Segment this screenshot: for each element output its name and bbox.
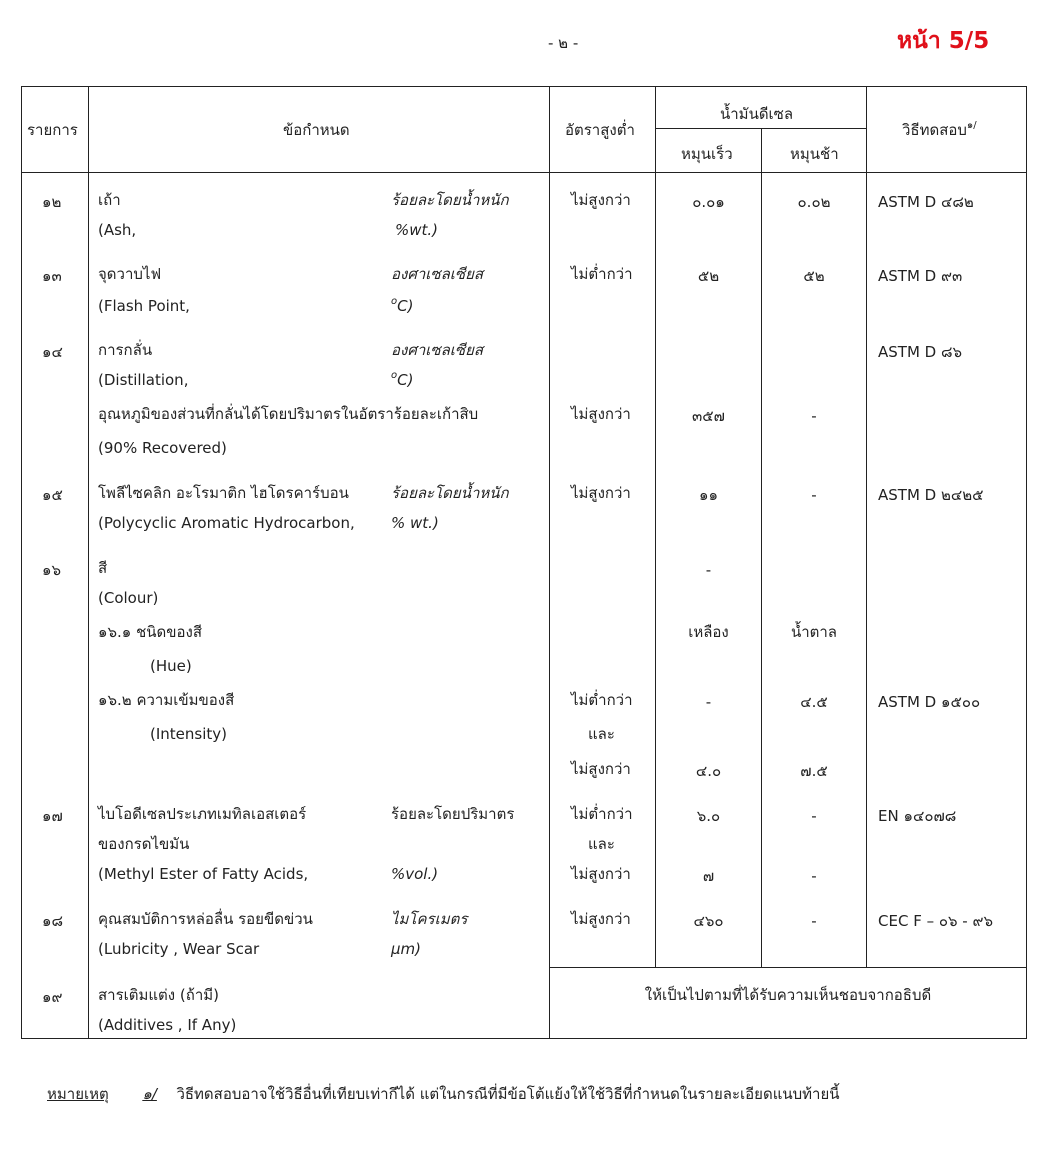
rate-value: ไม่สูงกว่า [571,191,631,209]
fast-value: - [705,693,712,711]
spec-name-en: (Ash, [98,221,137,239]
spec-name-th: สี [98,559,108,577]
rate-value: ไม่สูงกว่า [571,865,631,883]
unit-en: % wt.) [391,514,439,532]
slow-value: ๕๒ [803,267,825,285]
slow-value: - [811,807,817,825]
footnote-text: วิธีทดสอบอาจใช้วิธีอื่นที่เทียบเท่ากึได้ แต่ในกรณีที่มีข้อโต้แย้งให้ใช้วิธีที่กำหนดในรายละเอียดแนบท้ายนี้ [176,1085,840,1103]
rate-and: และ [588,835,615,853]
fast-value: ๔.๐ [695,762,722,780]
unit-th: องศาเซลเซียส [391,265,484,283]
slow-value: - [811,407,817,425]
rate-value: ไม่ต่ำกว่า [571,805,633,823]
spec-name-en: (Lubricity , Wear Scar [98,940,260,958]
spec-name-th: สารเติมแต่ง (ถ้ามี) [98,986,219,1004]
spec-name-en: (Additives , If Any) [98,1016,237,1034]
micro-symbol: μ [391,940,401,958]
row-number: ๑๖ [42,561,62,579]
spec-name-en: (Distillation, [98,371,189,389]
rate-value: ไม่ต่ำกว่า [571,691,633,709]
spec-name-th: เถ้า [98,191,121,209]
col-divider-item [88,86,89,1039]
fast-value: ๔๖๐ [693,912,724,930]
test-method: ASTM D ๔๘๒ [878,193,974,211]
rate-value: ไม่สูงกว่า [571,484,631,502]
unit-en: %vol.) [391,865,439,883]
test-method: ASTM D ๘๖ [878,343,963,361]
row-number: ๑๕ [42,486,63,504]
unit-en-text: C) [397,371,414,389]
test-method: CEC F – ๐๖ - ๙๖ [878,912,993,930]
row-number: ๑๔ [42,343,63,361]
sub-spec-th: ๑๖.๑ ชนิดของสี [98,623,203,641]
unit-th: ร้อยละโดยน้ำหนัก [391,191,509,209]
table-header-divider [21,172,1027,173]
spec-name-th: จุดวาบไฟ [98,265,162,283]
sub-spec-en: (Intensity) [150,725,227,743]
fast-value: ๗ [702,867,715,885]
unit-th: ไมโครเมตร [391,910,468,928]
fast-value: - [705,561,712,579]
spec-name-th: การกลั่น [98,341,153,359]
fast-value: ๓๕๗ [692,407,725,425]
footnote-ref: ๑/ [142,1085,157,1103]
rate-and: และ [588,725,615,743]
unit-en [391,370,413,390]
spec-name-th-cont: ของกรดไขมัน [98,835,190,853]
slow-value: ๔.๕ [800,693,828,711]
col-divider-fast [761,128,762,968]
col-header-spec: ข้อกำหนด [283,121,350,139]
footnote-label: หมายเหตุ [47,1085,109,1103]
unit-th: ร้อยละโดยน้ำหนัก [391,484,509,502]
col-header-diesel: น้ำมันดีเซล [720,105,794,123]
slow-value: ๗.๕ [800,762,828,780]
rate-value: ไม่ต่ำกว่า [571,265,633,283]
sub-spec-th: อุณหภูมิของส่วนที่กลั่นได้โดยปริมาตรในอัตราร้อยละเก้าสิบ [98,405,479,423]
sub-spec-en: (90% Recovered) [98,439,227,457]
fast-value: เหลือง [688,623,729,641]
col-header-method [902,120,977,140]
test-method: ASTM D ๒๔๒๕ [878,486,984,504]
fast-value: ๐.๐๑ [692,193,725,211]
unit-th: ร้อยละโดยปริมาตร [391,805,515,823]
page-label: หน้า 5/5 [897,28,990,54]
unit-th: องศาเซลเซียส [391,341,484,359]
fast-value: ๑๑ [698,486,719,504]
unit-en-text: m) [400,940,422,958]
spec-name-en: (Flash Point, [98,297,190,315]
sub-spec-en: (Hue) [150,657,192,675]
sub-spec-th: ๑๖.๒ ความเข้มของสี [98,691,235,709]
rate-value: ไม่สูงกว่า [571,910,631,928]
col-divider-rate [655,86,656,968]
slow-value: ๐.๐๒ [797,193,831,211]
slow-value: - [811,867,817,885]
row-number: ๑๒ [42,193,62,211]
col-header-item: รายการ [27,121,78,139]
fast-value: ๖.๐ [696,807,721,825]
spec-name-th: คุณสมบัติการหล่อลื่น รอยขีดข่วน [98,910,313,928]
col-divider-slow [866,86,867,968]
table-border-bottom [21,1038,1027,1039]
table-border-top [21,86,1027,87]
test-method: ASTM D ๑๕๐๐ [878,693,981,711]
test-method: ASTM D ๙๓ [878,267,963,285]
test-method: EN ๑๔๐๗๘ [878,807,957,825]
rate-value: ไม่สูงกว่า [571,760,631,778]
spec-name-en: (Methyl Ester of Fatty Acids, [98,865,309,883]
slow-value: - [811,912,817,930]
degree-symbol: o [391,296,398,307]
col-header-fast: หมุนเร็ว [681,145,733,163]
table-border-left [21,86,22,1039]
unit-en [391,296,413,316]
row-number: ๑๓ [42,267,62,285]
spec-name-en: (Colour) [98,589,159,607]
footnote [47,1084,840,1104]
unit-en: %wt.) [395,221,439,239]
slow-value: - [811,486,817,504]
page-number: - ๒ - [548,34,579,52]
spec-name-th: โพลีไซคลิก อะโรมาติก ไฮโดรคาร์บอน [98,484,349,502]
slow-value: น้ำตาล [790,623,838,641]
spec-name-th: ไบโอดีเซลประเภทเมทิลเอสเตอร์ [98,805,307,823]
col-header-method-text: วิธีทดสอบ [902,121,967,139]
unit-en-text: C) [397,297,414,315]
degree-symbol: o [391,370,398,381]
row-number: ๑๙ [42,988,63,1006]
col-divider-spec [549,86,550,1039]
merged-approval-text: ให้เป็นไปตามที่ได้รับความเห็นชอบจากอธิบดี [644,986,932,1004]
col-header-slow: หมุนช้า [790,145,839,163]
row19-divider [549,967,1027,968]
col-header-rate: อัตราสูงต่ำ [565,121,635,139]
table-border-right [1026,86,1027,1039]
row-number: ๑๘ [42,912,64,930]
fast-value: ๕๒ [697,267,720,285]
spec-name-en: (Polycyclic Aromatic Hydrocarbon, [98,514,355,532]
unit-en [391,939,421,959]
row-number: ๑๗ [42,807,63,825]
footnote-ref: ๑/ [966,120,977,131]
rate-value: ไม่สูงกว่า [571,405,631,423]
